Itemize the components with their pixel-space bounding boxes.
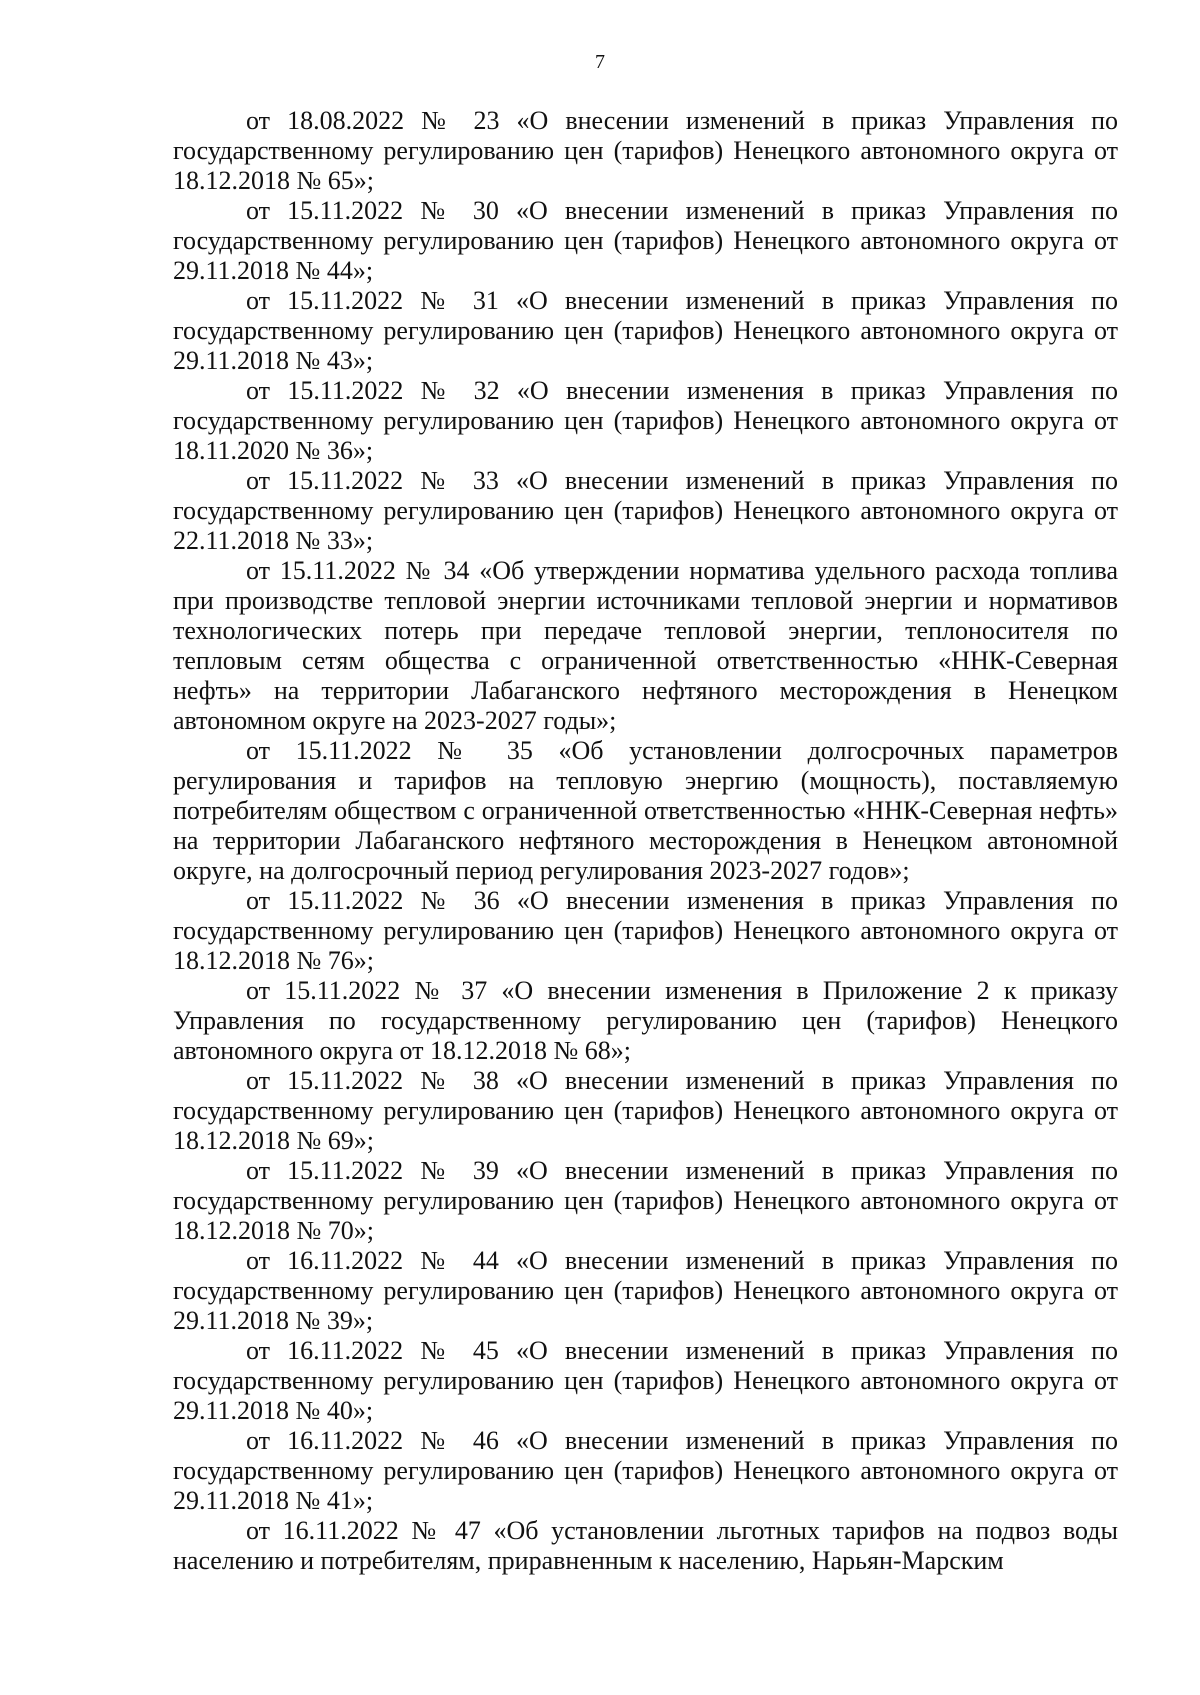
order-item-7: от 15.11.2022 № 35 «Об установлении долгосрочных параметров регулирования и тарифов на тепловую энергию (мощность), поставляемую потребителям обществом с ограниченной ответственностью «ННК-Северная нефть» на территории Лабаганского нефтяного месторождения в Ненецком автономной округе, на долгосрочный период регулирования 2023-2027 годов»; — [173, 736, 1118, 885]
order-item-2: от 15.11.2022 № 30 «О внесении изменений в приказ Управления по государственному регулированию цен (тарифов) Ненецкого автономного округа от 29.11.2018 № 44»; — [173, 196, 1118, 285]
order-item-9: от 15.11.2022 № 37 «О внесении изменения в Приложение 2 к приказу Управления по государственному регулированию цен (тарифов) Ненецкого автономного округа от 18.12.2018 № 68»; — [173, 976, 1118, 1065]
order-item-1: от 18.08.2022 № 23 «О внесении изменений в приказ Управления по государственному регулированию цен (тарифов) Ненецкого автономного округа от 18.12.2018 № 65»; — [173, 106, 1118, 195]
order-item-10: от 15.11.2022 № 38 «О внесении изменений в приказ Управления по государственному регулированию цен (тарифов) Ненецкого автономного округа от 18.12.2018 № 69»; — [173, 1066, 1118, 1155]
page-number: 7 — [595, 51, 605, 73]
document-body — [173, 106, 1118, 1576]
order-item-14: от 16.11.2022 № 46 «О внесении изменений в приказ Управления по государственному регулированию цен (тарифов) Ненецкого автономного округа от 29.11.2018 № 41»; — [173, 1426, 1118, 1515]
order-item-5: от 15.11.2022 № 33 «О внесении изменений в приказ Управления по государственному регулированию цен (тарифов) Ненецкого автономного округа от 22.11.2018 № 33»; — [173, 466, 1118, 555]
order-item-4: от 15.11.2022 № 32 «О внесении изменения в приказ Управления по государственному регулированию цен (тарифов) Ненецкого автономного округа от 18.11.2020 № 36»; — [173, 376, 1118, 465]
order-item-11: от 15.11.2022 № 39 «О внесении изменений в приказ Управления по государственному регулированию цен (тарифов) Ненецкого автономного округа от 18.12.2018 № 70»; — [173, 1156, 1118, 1245]
order-item-6: от 15.11.2022 № 34 «Об утверждении норматива удельного расхода топлива при производстве тепловой энергии источниками тепловой энергии и нормативов технологических потерь при передаче тепловой энергии, теплоносителя по тепловым сетям общества с ограниченной ответственностью «ННК-Северная нефть» на территории Лабаганского нефтяного месторождения в Ненецком автономном округе на 2023-2027 годы»; — [173, 556, 1118, 735]
order-item-12: от 16.11.2022 № 44 «О внесении изменений в приказ Управления по государственному регулированию цен (тарифов) Ненецкого автономного округа от 29.11.2018 № 39»; — [173, 1246, 1118, 1335]
order-item-3: от 15.11.2022 № 31 «О внесении изменений в приказ Управления по государственному регулированию цен (тарифов) Ненецкого автономного округа от 29.11.2018 № 43»; — [173, 286, 1118, 375]
order-item-8: от 15.11.2022 № 36 «О внесении изменения в приказ Управления по государственному регулированию цен (тарифов) Ненецкого автономного округа от 18.12.2018 № 76»; — [173, 886, 1118, 975]
order-item-13: от 16.11.2022 № 45 «О внесении изменений в приказ Управления по государственному регулированию цен (тарифов) Ненецкого автономного округа от 29.11.2018 № 40»; — [173, 1336, 1118, 1425]
order-item-15: от 16.11.2022 № 47 «Об установлении льготных тарифов на подвоз воды населению и потребителям, приравненным к населению, Нарьян-Марским — [173, 1516, 1118, 1575]
